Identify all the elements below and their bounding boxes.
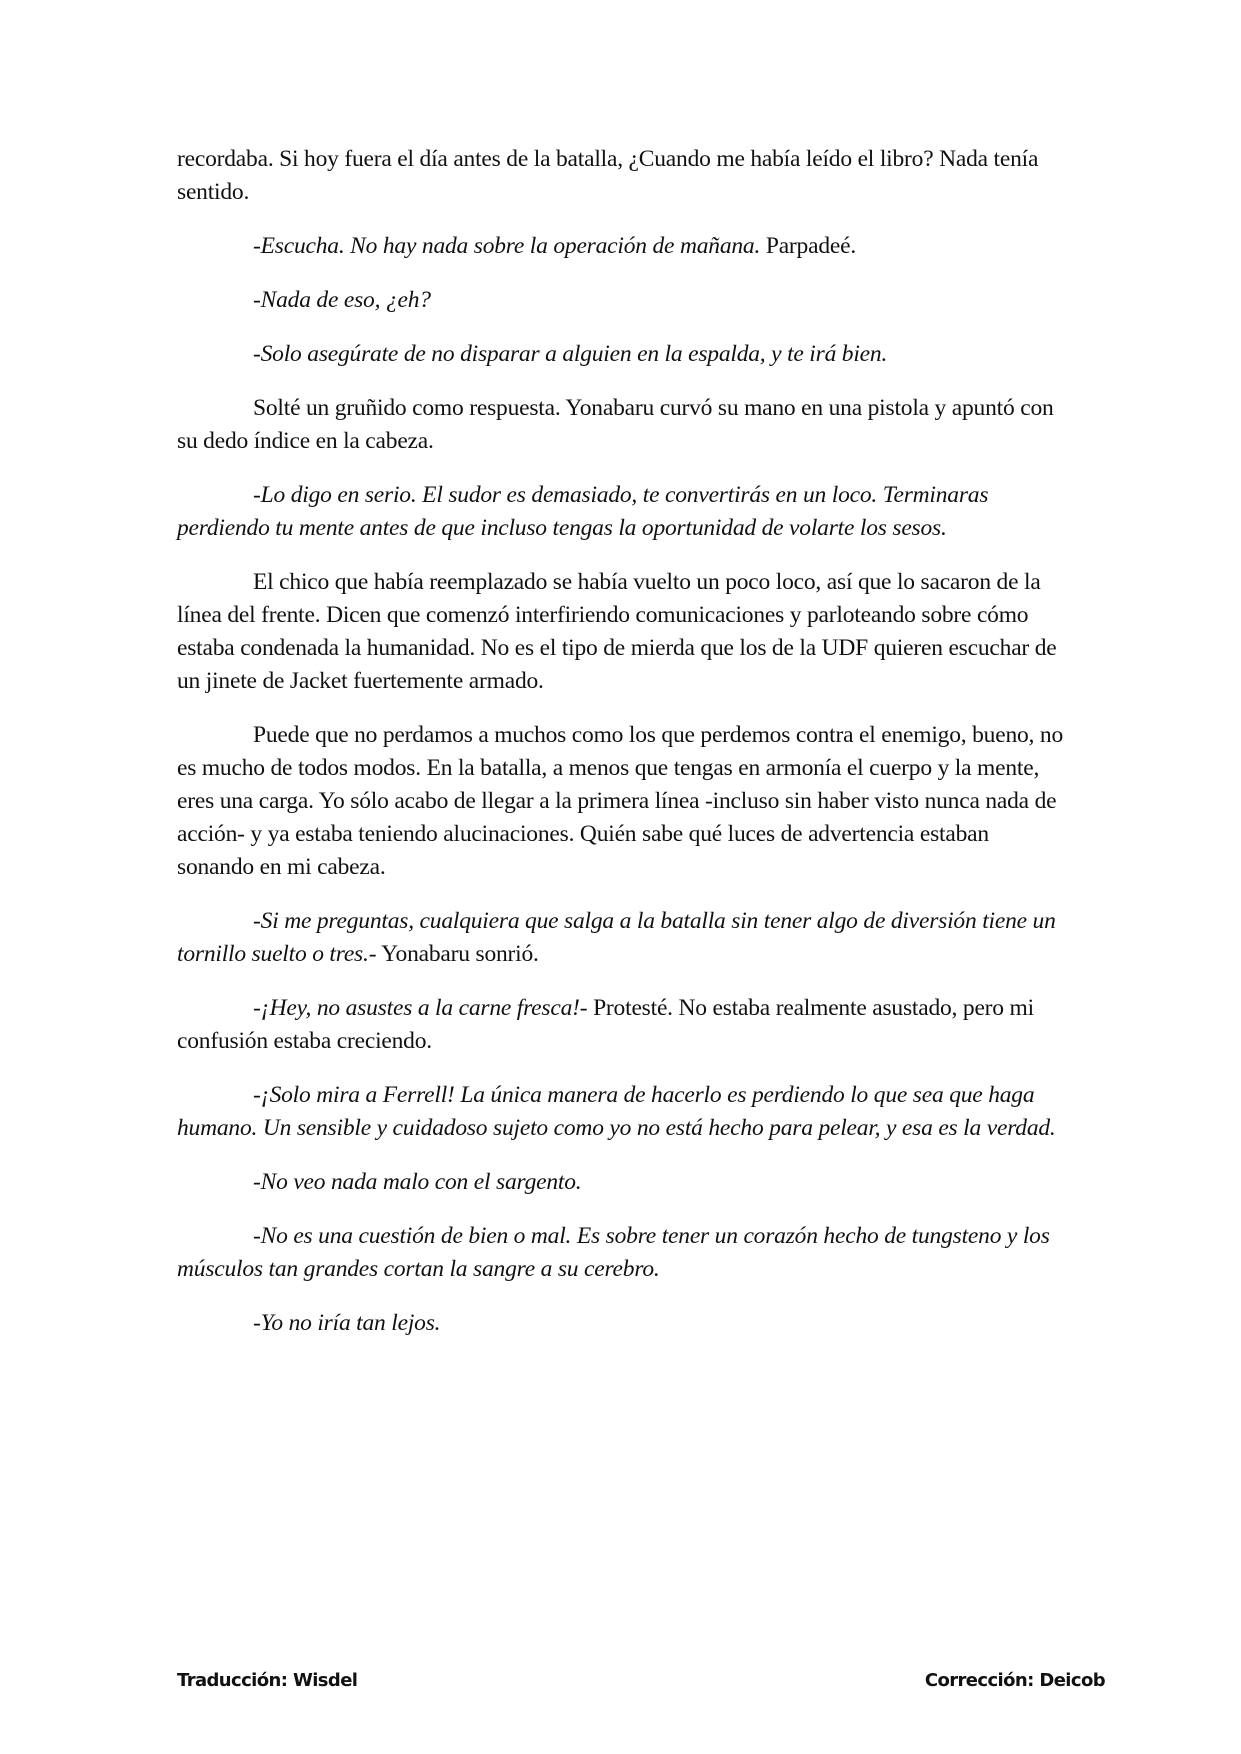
italic-text-segment: -No veo nada malo con el sargento. [253, 1169, 582, 1195]
text-segment: recordaba. Si hoy fuera el día antes de la batalla, ¿Cuando me había leído el libro? Nada tenía sentido. [177, 146, 1039, 205]
dialogue-paragraph [177, 1079, 1067, 1145]
text-segment: Solté un gruñido como respuesta. Yonabaru curvó su mano en una pistola y apuntó con su dedo índice en la cabeza. [177, 395, 1054, 454]
text-segment: Parpadeé. [760, 233, 857, 259]
italic-text-segment: -Escucha. No hay nada sobre la operación de mañana. [253, 233, 761, 259]
translation-credit: Traducción: Wisdel [177, 1670, 358, 1691]
italic-text-segment: -Nada de eso, ¿eh? [253, 287, 431, 313]
italic-text-segment: -No es una cuestión de bien o mal. Es sobre tener un corazón hecho de tungsteno y los músculos tan grandes cortan la sangre a su cerebro. [177, 1223, 1050, 1282]
italic-text-segment: ¡Solo mira a Ferrell! La única manera de hacerlo es perdiendo lo que sea que haga humano. Un sensible y cuidadoso sujeto como yo no está hecho para pelear, y esa es la verdad. [177, 1082, 1056, 1141]
dialogue-paragraph [177, 230, 1067, 263]
body-text [177, 143, 1067, 1361]
text-segment: - [253, 908, 261, 934]
page-footer [177, 1670, 1105, 1698]
text-segment: - [253, 995, 261, 1021]
dialogue-paragraph [177, 992, 1067, 1058]
dialogue-paragraph [177, 284, 1067, 317]
italic-text-segment: Si me preguntas, cualquiera que salga a la batalla sin tener algo de diversión tiene un tornillo suelto o tres. [177, 908, 1056, 967]
dialogue-paragraph [177, 1307, 1067, 1340]
narration-paragraph [177, 566, 1067, 698]
italic-text-segment: -Yo no iría tan lejos. [253, 1310, 441, 1336]
text-segment: El chico que había reemplazado se había vuelto un poco loco, así que lo sacaron de la línea del frente. Dicen que comenzó interfiriendo comunicaciones y parloteando sobre cómo estaba condenada la humanidad. No es el tipo de mierda que los de la UDF quieren escuchar de un jinete de Jacket fuertemente armado. [177, 569, 1057, 694]
narration-paragraph [177, 392, 1067, 458]
correction-credit: Corrección: Deicob [924, 1670, 1105, 1691]
italic-text-segment: -Lo digo en serio. El sudor es demasiado, te convertirás en un loco. Terminaras perdiendo tu mente antes de que incluso tengas la oportunidad de volarte los sesos. [177, 482, 989, 541]
text-segment: - [253, 1082, 261, 1108]
dialogue-paragraph [177, 1166, 1067, 1199]
text-segment: - Yonabaru sonrió. [368, 941, 539, 967]
dialogue-paragraph [177, 1220, 1067, 1286]
text-segment: - Protesté. No estaba realmente asustado, pero mi confusión estaba creciendo. [177, 995, 1034, 1054]
narration-paragraph [177, 719, 1067, 884]
italic-text-segment: ¡Hey, no asustes a la carne fresca! [260, 995, 580, 1021]
dialogue-paragraph [177, 479, 1067, 545]
dialogue-paragraph [177, 338, 1067, 371]
text-segment: Puede que no perdamos a muchos como los que perdemos contra el enemigo, bueno, no es mucho de todos modos. En la batalla, a menos que tengas en armonía el cuerpo y la mente, eres una carga. Yo sólo acabo de llegar a la primera línea -incluso sin haber visto nunca nada de acción- y ya estaba teniendo alucinaciones. Quién sabe qué luces de advertencia estaban sonando en mi cabeza. [177, 722, 1064, 880]
italic-text-segment: -Solo asegúrate de no disparar a alguien en la espalda, y te irá bien. [253, 341, 888, 367]
narration-paragraph [177, 143, 1067, 209]
dialogue-paragraph [177, 905, 1067, 971]
